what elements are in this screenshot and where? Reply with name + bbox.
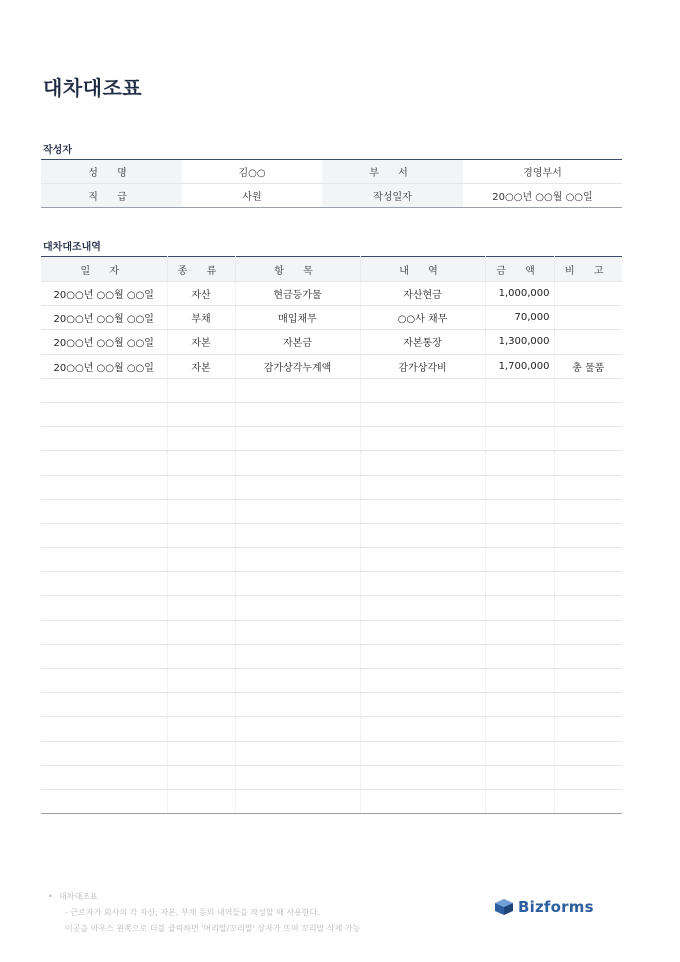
empty-cell[interactable] [360, 669, 485, 693]
empty-table-row [41, 717, 622, 741]
rank-label: 직 급 [41, 184, 182, 208]
empty-cell[interactable] [554, 644, 622, 668]
empty-cell[interactable] [41, 427, 167, 451]
empty-cell[interactable] [41, 499, 167, 523]
empty-cell[interactable] [485, 427, 554, 451]
empty-cell[interactable] [41, 596, 167, 620]
empty-table-row [41, 427, 622, 451]
empty-table-row [41, 644, 622, 668]
empty-cell[interactable] [360, 572, 485, 596]
header-note: 비 고 [554, 257, 622, 282]
empty-cell[interactable] [360, 499, 485, 523]
empty-cell[interactable] [554, 620, 622, 644]
cell-detail[interactable]: 감가상각비 [360, 354, 485, 378]
empty-cell[interactable] [485, 789, 554, 813]
empty-table-row [41, 378, 622, 402]
empty-table-row [41, 596, 622, 620]
empty-cell[interactable] [360, 378, 485, 402]
cell-note[interactable] [554, 306, 622, 330]
empty-cell[interactable] [167, 523, 235, 547]
cell-item[interactable]: 감가상각누계액 [235, 354, 360, 378]
empty-cell[interactable] [360, 717, 485, 741]
empty-table-row [41, 620, 622, 644]
empty-cell[interactable] [167, 427, 235, 451]
header-type: 종 류 [167, 257, 235, 282]
empty-cell[interactable] [235, 523, 360, 547]
cell-date[interactable]: 20○○년 ○○월 ○○일 [41, 354, 167, 378]
cell-date[interactable]: 20○○년 ○○월 ○○일 [41, 330, 167, 354]
empty-cell[interactable] [485, 765, 554, 789]
author-row [41, 184, 622, 208]
empty-cell[interactable] [41, 548, 167, 572]
empty-cell[interactable] [235, 548, 360, 572]
empty-table-row [41, 741, 622, 765]
empty-table-row [41, 765, 622, 789]
empty-cell[interactable] [360, 427, 485, 451]
empty-cell[interactable] [167, 451, 235, 475]
empty-cell[interactable] [554, 523, 622, 547]
empty-cell[interactable] [360, 475, 485, 499]
empty-cell[interactable] [360, 620, 485, 644]
empty-cell[interactable] [360, 523, 485, 547]
empty-cell[interactable] [554, 475, 622, 499]
name-value[interactable]: 김○○ [182, 160, 322, 184]
written-date-label: 작성일자 [322, 184, 463, 208]
empty-cell[interactable] [360, 596, 485, 620]
empty-cell[interactable] [235, 402, 360, 426]
table-row [41, 354, 622, 378]
empty-cell[interactable] [485, 475, 554, 499]
empty-cell[interactable] [485, 669, 554, 693]
header-amount: 금 액 [485, 257, 554, 282]
header-detail: 내 역 [360, 257, 485, 282]
empty-cell[interactable] [485, 717, 554, 741]
empty-cell[interactable] [235, 499, 360, 523]
empty-cell[interactable] [41, 717, 167, 741]
empty-cell[interactable] [167, 572, 235, 596]
empty-cell[interactable] [41, 378, 167, 402]
cell-detail[interactable]: 자본통장 [360, 330, 485, 354]
empty-cell[interactable] [235, 475, 360, 499]
empty-cell[interactable] [485, 523, 554, 547]
empty-cell[interactable] [41, 572, 167, 596]
cell-note[interactable] [554, 330, 622, 354]
empty-cell[interactable] [167, 499, 235, 523]
empty-cell[interactable] [167, 717, 235, 741]
empty-cell[interactable] [167, 765, 235, 789]
empty-cell[interactable] [41, 693, 167, 717]
empty-cell[interactable] [485, 693, 554, 717]
empty-cell[interactable] [554, 765, 622, 789]
empty-cell[interactable] [360, 741, 485, 765]
empty-cell[interactable] [360, 789, 485, 813]
empty-table-row [41, 523, 622, 547]
empty-cell[interactable] [554, 596, 622, 620]
empty-cell[interactable] [554, 427, 622, 451]
cell-detail[interactable]: 자산현금 [360, 282, 485, 306]
empty-cell[interactable] [41, 669, 167, 693]
empty-cell[interactable] [41, 620, 167, 644]
empty-cell[interactable] [235, 572, 360, 596]
table-row [41, 282, 622, 306]
empty-cell[interactable] [235, 378, 360, 402]
cell-amount[interactable]: 70,000 [485, 306, 554, 330]
empty-cell[interactable] [41, 765, 167, 789]
header-item: 항 목 [235, 257, 360, 282]
empty-cell[interactable] [485, 451, 554, 475]
empty-cell[interactable] [485, 596, 554, 620]
detail-table [41, 256, 622, 814]
empty-cell[interactable] [360, 548, 485, 572]
empty-cell[interactable] [485, 548, 554, 572]
cell-item[interactable]: 현금등가물 [235, 282, 360, 306]
empty-cell[interactable] [235, 669, 360, 693]
empty-cell[interactable] [235, 451, 360, 475]
empty-cell[interactable] [41, 451, 167, 475]
empty-cell[interactable] [554, 572, 622, 596]
empty-cell[interactable] [554, 548, 622, 572]
empty-cell[interactable] [235, 789, 360, 813]
empty-cell[interactable] [485, 378, 554, 402]
empty-table-row [41, 451, 622, 475]
empty-table-row [41, 548, 622, 572]
empty-cell[interactable] [235, 644, 360, 668]
empty-cell[interactable] [167, 402, 235, 426]
cell-date[interactable]: 20○○년 ○○월 ○○일 [41, 282, 167, 306]
brand-name: Bizforms [518, 898, 594, 916]
footnote-line2: 이곳을 마우스 왼쪽으로 더블 클릭하면 '머리말/꼬리말' 상자가 뜨며 꼬리말 삭제 가능 [65, 924, 361, 933]
empty-cell[interactable] [167, 596, 235, 620]
empty-cell[interactable] [554, 402, 622, 426]
empty-cell[interactable] [554, 693, 622, 717]
empty-table-row [41, 693, 622, 717]
empty-cell[interactable] [360, 693, 485, 717]
empty-table-row [41, 475, 622, 499]
name-label: 성 명 [41, 160, 182, 184]
empty-cell[interactable] [167, 693, 235, 717]
author-table [41, 159, 622, 208]
author-section-label: 작성자 [43, 145, 72, 156]
header-date: 일 자 [41, 257, 167, 282]
empty-cell[interactable] [554, 741, 622, 765]
empty-cell[interactable] [235, 693, 360, 717]
empty-cell[interactable] [235, 717, 360, 741]
cell-date[interactable]: 20○○년 ○○월 ○○일 [41, 306, 167, 330]
empty-cell[interactable] [554, 451, 622, 475]
empty-cell[interactable] [167, 620, 235, 644]
footnote-title-line [48, 889, 360, 905]
empty-cell[interactable] [554, 499, 622, 523]
empty-cell[interactable] [41, 402, 167, 426]
cell-amount[interactable]: 1,000,000 [485, 282, 554, 306]
empty-cell[interactable] [554, 378, 622, 402]
empty-table-row [41, 402, 622, 426]
empty-cell[interactable] [235, 765, 360, 789]
cell-amount[interactable]: 1,700,000 [485, 354, 554, 378]
empty-cell[interactable] [360, 402, 485, 426]
cell-type[interactable]: 자산 [167, 282, 235, 306]
department-value[interactable]: 경영부서 [463, 160, 622, 184]
detail-section-label: 대차대조내역 [43, 242, 101, 253]
empty-table-row [41, 499, 622, 523]
cell-item[interactable]: 자본금 [235, 330, 360, 354]
empty-rows [41, 378, 622, 813]
empty-cell[interactable] [360, 451, 485, 475]
cell-amount[interactable]: 1,300,000 [485, 330, 554, 354]
empty-cell[interactable] [167, 548, 235, 572]
empty-cell[interactable] [485, 741, 554, 765]
empty-cell[interactable] [235, 596, 360, 620]
empty-cell[interactable] [235, 427, 360, 451]
written-date-value[interactable]: 20○○년 ○○월 ○○일 [463, 184, 622, 208]
cell-note[interactable]: 총 물품 [554, 354, 622, 378]
empty-cell[interactable] [167, 741, 235, 765]
cell-detail[interactable]: ○○사 채무 [360, 306, 485, 330]
cell-note[interactable] [554, 282, 622, 306]
table-row [41, 330, 622, 354]
empty-cell[interactable] [554, 669, 622, 693]
empty-cell[interactable] [485, 499, 554, 523]
empty-cell[interactable] [554, 789, 622, 813]
empty-cell[interactable] [167, 378, 235, 402]
cell-type[interactable]: 자본 [167, 354, 235, 378]
empty-cell[interactable] [360, 765, 485, 789]
page-title: 대차대조표 [43, 76, 143, 100]
empty-cell[interactable] [167, 669, 235, 693]
empty-cell[interactable] [41, 741, 167, 765]
cell-type[interactable]: 자본 [167, 330, 235, 354]
author-row [41, 160, 622, 184]
empty-cell[interactable] [41, 475, 167, 499]
empty-cell[interactable] [235, 741, 360, 765]
empty-cell[interactable] [41, 644, 167, 668]
empty-table-row [41, 669, 622, 693]
empty-table-row [41, 789, 622, 813]
detail-header-row [41, 257, 622, 282]
department-label: 부 서 [322, 160, 463, 184]
empty-cell[interactable] [485, 402, 554, 426]
footnote-bullet: • [48, 892, 53, 901]
empty-cell[interactable] [167, 475, 235, 499]
empty-cell[interactable] [167, 644, 235, 668]
cell-item[interactable]: 매입채무 [235, 306, 360, 330]
footnote-title: 대차대조표 [59, 892, 98, 901]
empty-cell[interactable] [41, 523, 167, 547]
empty-cell[interactable] [554, 717, 622, 741]
bizforms-logo [494, 898, 594, 916]
empty-cell[interactable] [360, 644, 485, 668]
empty-cell[interactable] [41, 789, 167, 813]
empty-cell[interactable] [485, 572, 554, 596]
rank-value[interactable]: 사원 [182, 184, 322, 208]
table-row [41, 306, 622, 330]
footnote [48, 889, 360, 937]
empty-cell[interactable] [485, 644, 554, 668]
footnote-line1: - 근로자가 회사의 각 자산, 자본, 부채 등의 내역들을 작성할 때 사용한다. [65, 908, 320, 917]
cube-logo-icon [494, 898, 514, 916]
cell-type[interactable]: 부채 [167, 306, 235, 330]
empty-table-row [41, 572, 622, 596]
empty-cell[interactable] [167, 789, 235, 813]
empty-cell[interactable] [235, 620, 360, 644]
empty-cell[interactable] [485, 620, 554, 644]
